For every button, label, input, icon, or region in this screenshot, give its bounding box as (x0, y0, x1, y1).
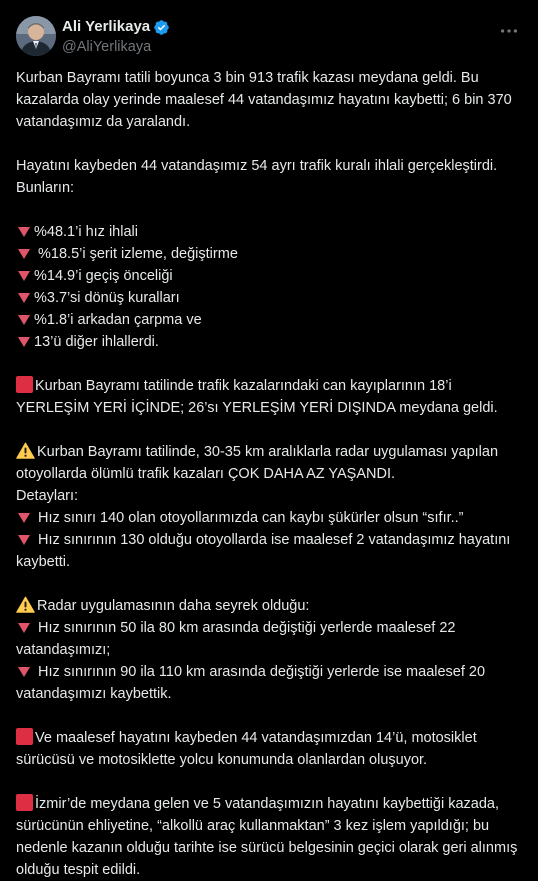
list-item (16, 661, 526, 705)
list-item-text: Hız sınırının 50 ila 80 km arasında değiştiği yerlerde maalesef 22 vatandaşımızı; (16, 620, 456, 658)
list-item-text: %1.8’i arkadan çarpma ve (34, 312, 202, 328)
red-down-triangle-icon (18, 337, 30, 347)
paragraph-motorcycle-text: Ve maalesef hayatını kaybeden 44 vatandaşımızdan 14’ü, motosiklet sürücüsü ve motosiklette yolcu konumunda olanlardan oluşuyor. (16, 730, 477, 768)
display-name-row (62, 18, 170, 36)
list-item (16, 287, 526, 309)
author-names (62, 18, 170, 57)
red-square-icon (16, 794, 33, 811)
list-item-text: %18.5’i şerit izleme, değiştirme (34, 246, 238, 262)
red-down-triangle-icon (18, 623, 30, 633)
warning-icon (16, 442, 35, 459)
list-item (16, 309, 526, 331)
red-down-triangle-icon (18, 513, 30, 523)
list-item (16, 529, 526, 573)
list-item-text: Hız sınırı 140 olan otoyollarımızda can kaybı şükürler olsun “sıfır..” (38, 510, 464, 526)
red-down-triangle-icon (18, 535, 30, 545)
list-item-text: 13’ü diğer ihlallerdi. (34, 334, 159, 350)
list-item-text: %14.9’i geçiş önceliği (34, 268, 173, 284)
list-item-text: %48.1’i hız ihlali (34, 224, 138, 240)
avatar[interactable] (16, 16, 56, 56)
list-item-text: %3.7’si dönüş kuralları (34, 290, 180, 306)
warning-icon (16, 596, 35, 613)
red-down-triangle-icon (18, 667, 30, 677)
red-down-triangle-icon (18, 293, 30, 303)
paragraph-radar (16, 441, 526, 485)
paragraph-izmir-text: İzmir’de meydana gelen ve 5 vatandaşımızın hayatını kaybettiği kazada, sürücünün ehliyetine, “alkollü araç kullanmaktan” 3 kez işlem yapıldığı; bu nedenle kazanın olduğu tarihte ise sürücü belgesinin geçici olarak geri alınmış olduğu tespit edildi. (16, 796, 518, 878)
paragraph-settlement-text: Kurban Bayramı tatilinde trafik kazalarındaki can kayıplarının 18’i YERLEŞİM YERİ İÇİNDE; 26’sı YERLEŞİM YERİ DIŞINDA meydana geldi. (16, 378, 498, 416)
paragraph-violations-intro: Hayatını kaybeden 44 vatandaşımız 54 ayrı trafik kuralı ihlali gerçekleştirdi. Bunların: (16, 158, 498, 196)
red-down-triangle-icon (18, 227, 30, 237)
list-item (16, 617, 526, 661)
paragraph-sparse-radar-text: Radar uygulamasının daha seyrek olduğu: (37, 598, 310, 614)
more-dots-icon[interactable] (498, 20, 520, 42)
red-down-triangle-icon (18, 271, 30, 281)
paragraph-settlement (16, 375, 526, 419)
verified-badge-icon (153, 19, 170, 36)
red-down-triangle-icon (18, 315, 30, 325)
list-item-text: Hız sınırının 90 ila 110 km arasında değiştiği yerlerde ise maalesef 20 vatandaşımızı kaybettik. (16, 664, 486, 702)
red-down-triangle-icon (18, 249, 30, 259)
tweet-text (16, 67, 526, 881)
details-label: Detayları: (16, 488, 79, 504)
author-display-name[interactable]: Ali Yerlikaya (62, 18, 151, 35)
paragraph-radar-text: Kurban Bayramı tatilinde, 30-35 km aralıklarla radar uygulaması yapılan otoyollarda ölümlü trafik kazaları ÇOK DAHA AZ YAŞANDI. (16, 444, 499, 482)
red-square-icon (16, 728, 33, 745)
list-item (16, 243, 526, 265)
red-square-icon (16, 376, 33, 393)
paragraph-summary: Kurban Bayramı tatili boyunca 3 bin 913 trafik kazası meydana geldi. Bu kazalarda olay yerinde maalesef 44 vatandaşımız hayatını kaybetti; 6 bin 370 vatandaşımız da yaralandı. (16, 70, 512, 130)
list-item (16, 331, 526, 353)
list-item (16, 507, 526, 529)
author-handle[interactable]: @AliYerlikaya (62, 39, 152, 55)
list-item-text: Hız sınırının 130 olduğu otoyollarda ise maalesef 2 vatandaşımız hayatını kaybetti. (16, 532, 511, 570)
paragraph-izmir (16, 793, 526, 881)
tweet-header (16, 14, 522, 62)
list-item (16, 221, 526, 243)
list-item (16, 265, 526, 287)
paragraph-motorcycle (16, 727, 526, 771)
paragraph-sparse-radar (16, 595, 526, 617)
